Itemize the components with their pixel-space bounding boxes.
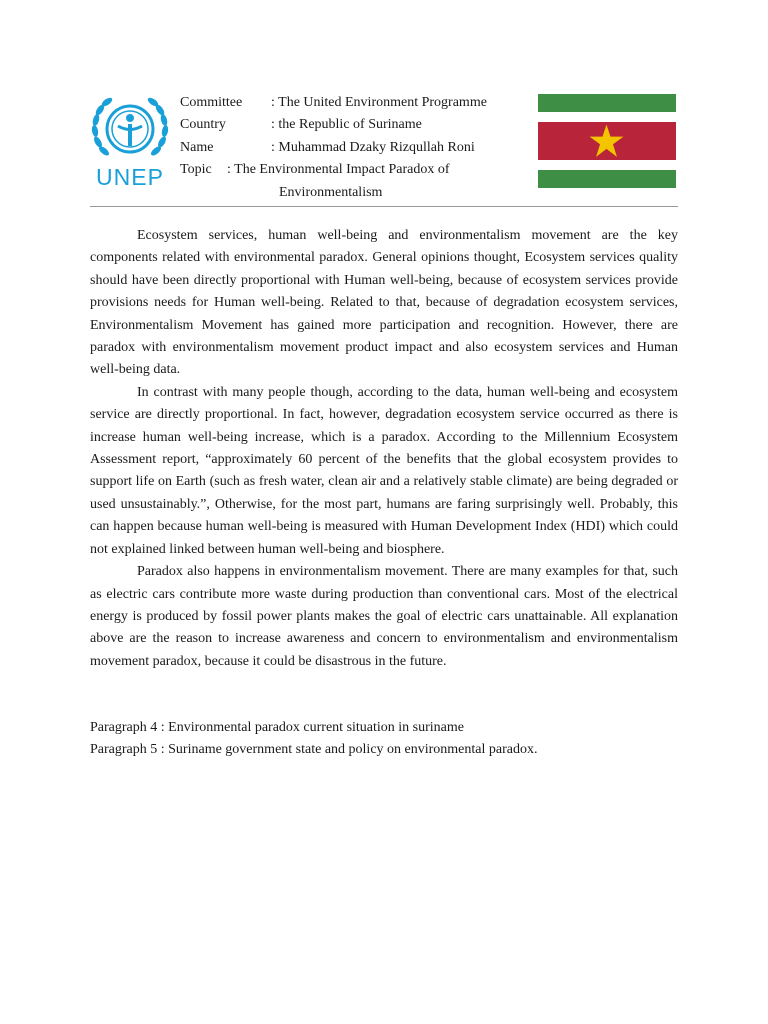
name-value: : Muhammad Dzaky Rizqullah Roni (271, 139, 475, 155)
country-label: Country (180, 117, 226, 133)
committee-value: : The United Environment Programme (271, 95, 487, 110)
unep-logo (88, 93, 172, 193)
header-divider (90, 206, 678, 207)
topic-value: : The Environmental Impact Paradox of (227, 162, 450, 178)
country-value: : the Republic of Suriname (271, 117, 422, 133)
star-icon (588, 123, 625, 159)
document-body (90, 225, 678, 673)
outline-item-paragraph-4: Paragraph 4 : Environmental paradox current situation in suriname (90, 720, 465, 735)
body-paragraph-2: In contrast with many people though, according to the data, human well-being and ecosystem service are directly proportional. In fact, however, degradation ecosystem service occurred as there is increase human well-being increase, which is a paradox. According to the Millennium Ecosystem Assessment report, “approximately 60 percent of the benefits that the global ecosystem provides to support life on Earth (such as fresh water, clean air and a relatively stable climate) are being degraded or used unsustainably.”, Otherwise, for the most part, humans are faring surprisingly well. Probably, this can happen because human well-being is measured with Human Development Index (HDI) which could not explained linked between human well-being and biosphere. (90, 384, 678, 557)
unep-logo-text: UNEP (96, 164, 164, 190)
committee-label: Committee (180, 95, 243, 110)
outline-item-paragraph-5: Paragraph 5 : Suriname government state and policy on environmental paradox. (90, 742, 538, 758)
topic-value-continuation: Environmentalism (279, 184, 383, 200)
body-paragraph-1: Ecosystem services, human well-being and environmentalism movement are the key components related with environmental paradox. General opinions thought, Ecosystem services quality should have been directly proportional with Human well-being, because of ecosystem services provide provisions needs for Human well-being. Related to that, because of degradation ecosystem services, Environmentalism Movement has gained more participation and recognition. However, there are paradox with environmentalism movement product impact and also ecosystem services and Human well-being data. (90, 228, 678, 378)
unep-emblem-icon (88, 93, 172, 165)
paragraph-outline (90, 717, 678, 762)
topic-label: Topic (180, 162, 212, 178)
suriname-flag (538, 94, 676, 188)
flag-green-stripe-top (538, 94, 676, 112)
flag-green-stripe-bottom (538, 170, 676, 188)
body-paragraph-3: Paradox also happens in environmentalism movement. There are many examples for that, such as electric cars contribute more waste during production than conventional cars. Most of the electrical energy is produced by fossil power plants makes the goal of electric cars unattainable. All explanation above are the reason to increase awareness and concern to environmentalism and environmentalism movement paradox, because it could be disastrous in the future. (90, 564, 678, 669)
name-label: Name (180, 139, 214, 155)
